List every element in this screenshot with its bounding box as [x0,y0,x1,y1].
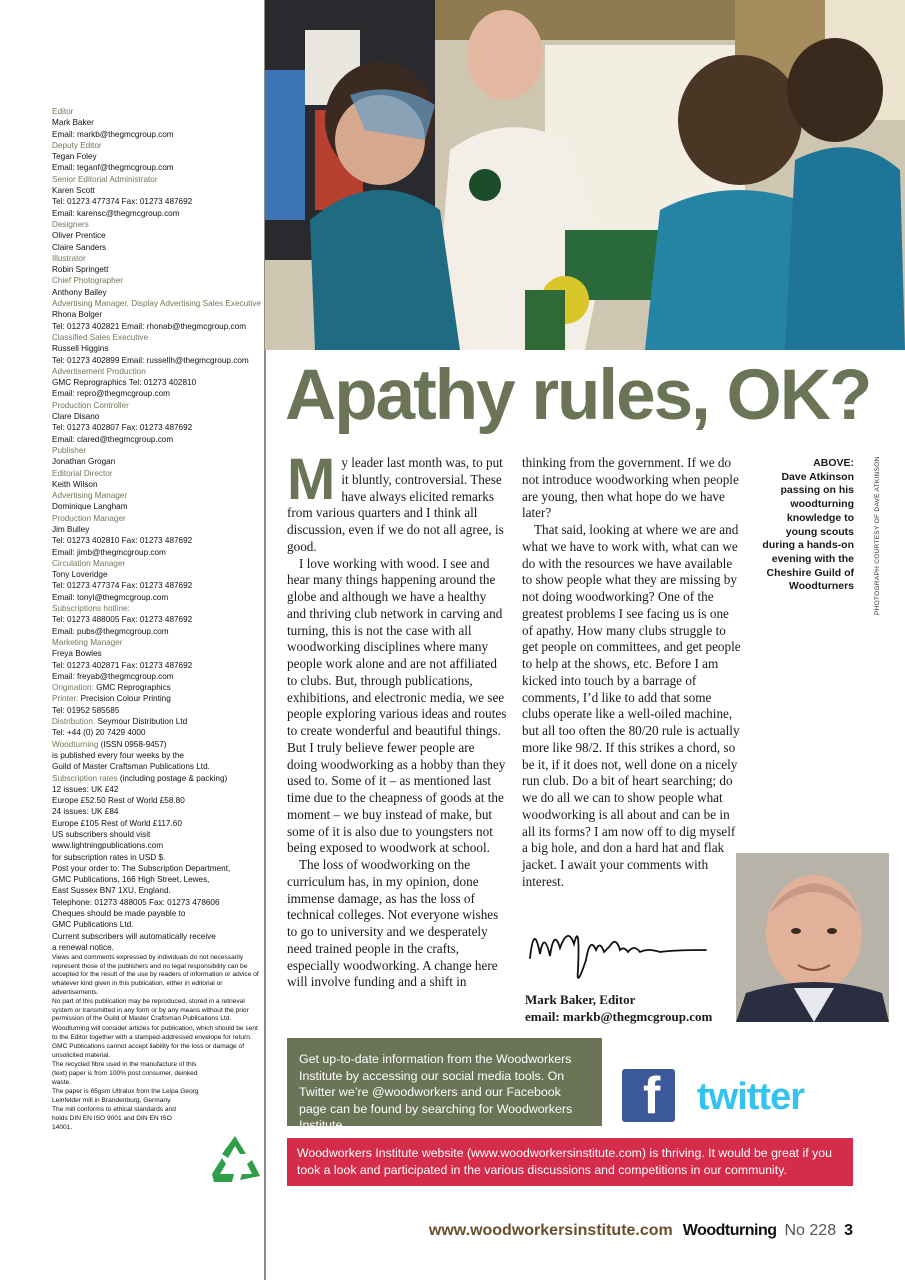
post-order: GMC Publications, 166 High Street, Lewes, [52,875,210,885]
masthead-credits [52,106,262,1132]
credit-label: Distribution: [52,717,96,727]
paragraph: The loss of woodworking on the curriculum has, in my opinion, done immense damage, as has the loss of technical colleges. Not everyone wishes to go to university and we desperately need trained people in the crafts, especially woodworking. A change here will involve funding and a shift in [287,857,499,990]
rate-line: 12 issues: UK £42 [52,784,119,794]
publication-info: is published every four weeks by the [52,750,184,760]
credit-email: Email: jimb@thegmcgroup.com [52,547,166,557]
rate-line: Europe £105 Rest of World £117.60 [52,818,182,828]
credit-name: Freya Bowles [52,649,102,659]
website-box: Woodworkers Institute website (www.woodworkersinstitute.com) is thriving. It would be great if you took a look and participated in the various discussions and competitions in our community. [287,1138,853,1186]
editor-signature [524,910,714,992]
rates-note: (including postage & packing) [119,773,228,783]
credit-label: Advertising Manager, Display Advertising Sales Executive [52,299,261,309]
credit-label: Advertisement Production [52,366,146,376]
cheques-info: GMC Publications Ltd. [52,920,134,930]
signoff-email[interactable]: email: markb@thegmcgroup.com [525,1009,713,1024]
credit-label: Classified Sales Executive [52,332,149,342]
credit-label: Editor [52,107,74,116]
credit-label: Advertising Manager [52,491,128,501]
page-footer [429,1220,853,1242]
disclaimer: GMC Publications cannot accept liability for the loss or damage of unsolicited material. [52,1043,245,1059]
credit-name: Clare Disano [52,412,100,422]
woodturning-issn [52,739,262,750]
post-order: Post your order to: The Subscription Department, [52,863,231,873]
credit-label: Subscriptions hotline: [52,604,130,614]
credit-name: Robin Springett [52,265,109,275]
drop-cap: M [287,447,336,512]
credit-tel: Tel: 01273 477374 Fax: 01273 487692 [52,197,193,207]
rate-line: Europe £52.50 Rest of World £58.80 [52,796,185,806]
subscription-rates [52,773,262,784]
credit-tel: Tel: 01273 402810 Fax: 01273 487692 [52,536,193,546]
credit-label: Deputy Editor [52,140,102,150]
issn: (ISSN 0958-9457) [100,739,167,749]
paragraph [287,447,507,556]
rate-line: 24 issues: UK £84 [52,807,119,817]
credit-label: Editorial Director [52,468,113,478]
credit-label: Marketing Manager [52,637,123,647]
caption-label: ABOVE: [813,457,854,469]
credit-tel: Tel: +44 (0) 20 7429 4000 [52,728,146,738]
credit-name: Tegan Foley [52,152,97,162]
article-column-1 [287,447,507,991]
credit-name: Tony Loveridge [52,570,108,580]
credit-name: Oliver Prentice [52,231,106,241]
credit-name: Dominique Langham [52,502,128,512]
credit-label: Senior Editorial Administrator [52,174,158,184]
us-info: www.lightningpublications.com [52,841,164,851]
credit-label: Designers [52,219,89,229]
credit-name: GMC Reprographics Tel: 01273 402810 [52,378,197,388]
disclaimer: The mill conforms to ethical standards and holds DIN EN ISO 9001 and DIN EN ISO 14001. [52,1106,176,1131]
credit-name: Keith Wilson [52,479,98,489]
signoff-name: Mark Baker, Editor [525,992,636,1007]
credit-label: Illustrator [52,253,86,263]
paragraph: I love working with wood. I see and hear many things happening around the globe and although we have a healthy and thriving club network in carving and turning, this is not the case with all woodworking disciplines where many people work alone and are not affiliated to clubs. But, through publications, exhibitions, and electronic media, we see people exploring various ideas and routes to create wonderful and beautiful things. But I truly believe fewer people are doing woodworking as a hobby than they used to. Some of it – as mentioned last time due to the cheapness of goods at the moment – we buy instead of make, but some of it is also due to youngsters not being exposed to woodwork at school. [287,555,507,856]
credit-email: Email: pubs@thegmcgroup.com [52,626,169,636]
page-number: 3 [844,1222,853,1239]
editor-signoff [525,991,712,1025]
renewal-info: Current subscribers will automatically receive [52,931,216,941]
credit-name: Jim Bulley [52,524,90,534]
credit-email: Email: tonyl@thegmcgroup.com [52,592,169,602]
footer-issue: No 228 [784,1222,837,1239]
credit-name: Jonathan Grogan [52,457,116,467]
credit-name: Karen Scott [52,186,95,196]
credit-label: Production Controller [52,400,129,410]
credit-email: Email: freyab@thegmcgroup.com [52,671,174,681]
credit-tel: Tel: 01273 488005 Fax: 01273 487692 [52,615,193,625]
post-order: Telephone: 01273 488005 Fax: 01273 478606 [52,897,220,907]
credit-name: Claire Sanders [52,242,107,252]
credit-email: Email: karensc@thegmcgroup.com [52,208,180,218]
credit-tel: Tel: 01273 402871 Fax: 01273 487692 [52,660,193,670]
credit-name: Russell Higgins [52,344,109,354]
paragraph-text: y leader last month was, to put it bluntly, controversial. These have always elicited remarks from various quarters and I think all discussion, even if we do not all agree, is good. [287,455,504,554]
credit-email: Email: teganf@thegmcgroup.com [52,163,174,173]
twitter-icon[interactable]: twitter [697,1076,804,1118]
credit-name: Seymour Distribution Ltd [97,717,188,727]
cheques-info: Cheques should be made payable to [52,909,186,919]
credit-label: Production Manager [52,513,126,523]
footer-magazine: Woodturning [682,1222,777,1239]
workshop-photo [265,0,905,350]
article-headline: Apathy rules, OK? [285,356,871,435]
editor-portrait [736,853,889,1022]
caption-text: Dave Atkinson passing on his woodturning knowledge to young scouts during a hands-on evening with the Cheshire Guild of Woodturners [762,470,854,593]
credit-email: Email: clared@thegmcgroup.com [52,434,174,444]
paragraph: thinking from the government. If we do not introduce woodworking when people are young, then what hope do we have later? [522,455,739,521]
credit-name: Anthony Bailey [52,287,107,297]
photo-credit: PHOTOGRAPH COURTESY OF DAVE ATKINSON [874,456,881,615]
renewal-info: a renewal notice. [52,942,114,952]
disclaimer: Views and comments expressed by individuals do not necessarily represent those of the publishers and no legal responsibility can be accepted for the result of the use by readers of information or advice of whatever kind given in this publication, either in editorial or advertisements. [52,954,259,996]
credit-tel: Tel: 01952 585585 [52,705,120,715]
credit-tel: Tel: 01273 477374 Fax: 01273 487692 [52,581,193,591]
credit-label: Subscription rates [52,773,118,783]
credit-tel: Tel: 01273 402899 Email: russellh@thegmcgroup.com [52,355,249,365]
distribution-line [52,716,262,727]
footer-url[interactable]: www.woodworkersinstitute.com [428,1222,673,1239]
article-column-2 [522,455,742,891]
origination-line [52,682,262,693]
photo-caption [760,457,854,594]
credit-name: GMC Reprographics [96,683,171,693]
credit-label: Publisher [52,445,87,455]
post-order: East Sussex BN7 1XU, England. [52,886,171,896]
facebook-icon[interactable] [622,1067,675,1125]
publication-info: Guild of Master Craftsman Publications Ltd. [52,762,210,772]
disclaimer: The recycled fibre used in the manufacture of this (text) paper is from 100% post consumer, deinked waste. [52,1061,198,1086]
credit-name: Precision Colour Printing [80,694,171,704]
us-info: for subscription rates in USD $. [52,852,166,862]
disclaimer: Woodturning will consider articles for publication, which should be sent to the Editor together with a stamped-addressed envelope for return. [52,1025,258,1041]
facebook-glyph: f [643,1067,661,1125]
credit-label: Origination: [52,683,94,693]
credit-email: Email: repro@thegmcgroup.com [52,389,170,399]
printer-line [52,693,262,704]
credit-tel: Tel: 01273 402807 Fax: 01273 487692 [52,423,193,433]
credit-tel: Tel: 01273 402821 Email: rhonab@thegmcgroup.com [52,321,247,331]
disclaimer: No part of this publication may be reproduced, stored in a retrieval system or transmitted in any form or by any means without the prior permission of the Guild of Master Craftsman Publications Ltd. [52,998,249,1023]
credit-name: Rhona Bolger [52,310,103,320]
credit-label: Chief Photographer [52,276,124,286]
credit-name: Mark Baker [52,118,94,128]
credit-label: Woodturning [52,739,99,749]
recycle-icon [208,1134,262,1186]
credit-email: Email: markb@thegmcgroup.com [52,129,174,139]
credit-label: Printer: [52,694,79,704]
social-media-box: Get up-to-date information from the Woodworkers Institute by accessing our social media tools. On Twitter we’re @woodworkers and our Facebook page can be found by searching for Woodworkers Institute [287,1038,602,1126]
credit-label: Circulation Manager [52,558,126,568]
paragraph: That said, looking at where we are and what we have to work with, what can we do with the resources we have available to show people what they are missing by not doing woodworking? One of the greatest problems I see facing us is one of apathy. How many clubs struggle to get people on committees, and get people to help at the shows, etc. Before I am kicked into touch by a barrage of comments, I’d like to add that some clubs operate like a well-oiled machine, but all too often the 80/20 rule is actually more like 98/2. If this strikes a chord, so be it, if it does not, well done on a nicely run club. Do a bit of heart searching; do we do all we can to show people what woodworking is all about and can be in all its forms? I am now off to dig myself a big hole, and don a hard hat and flak jacket. I await your comments with interest. [522,522,741,889]
disclaimer: The paper is 65gsm Ultralux from the Leipa Georg Leinfelder mill in Brandenburg, Germany. [52,1088,199,1104]
us-info: US subscribers should visit [52,830,151,839]
